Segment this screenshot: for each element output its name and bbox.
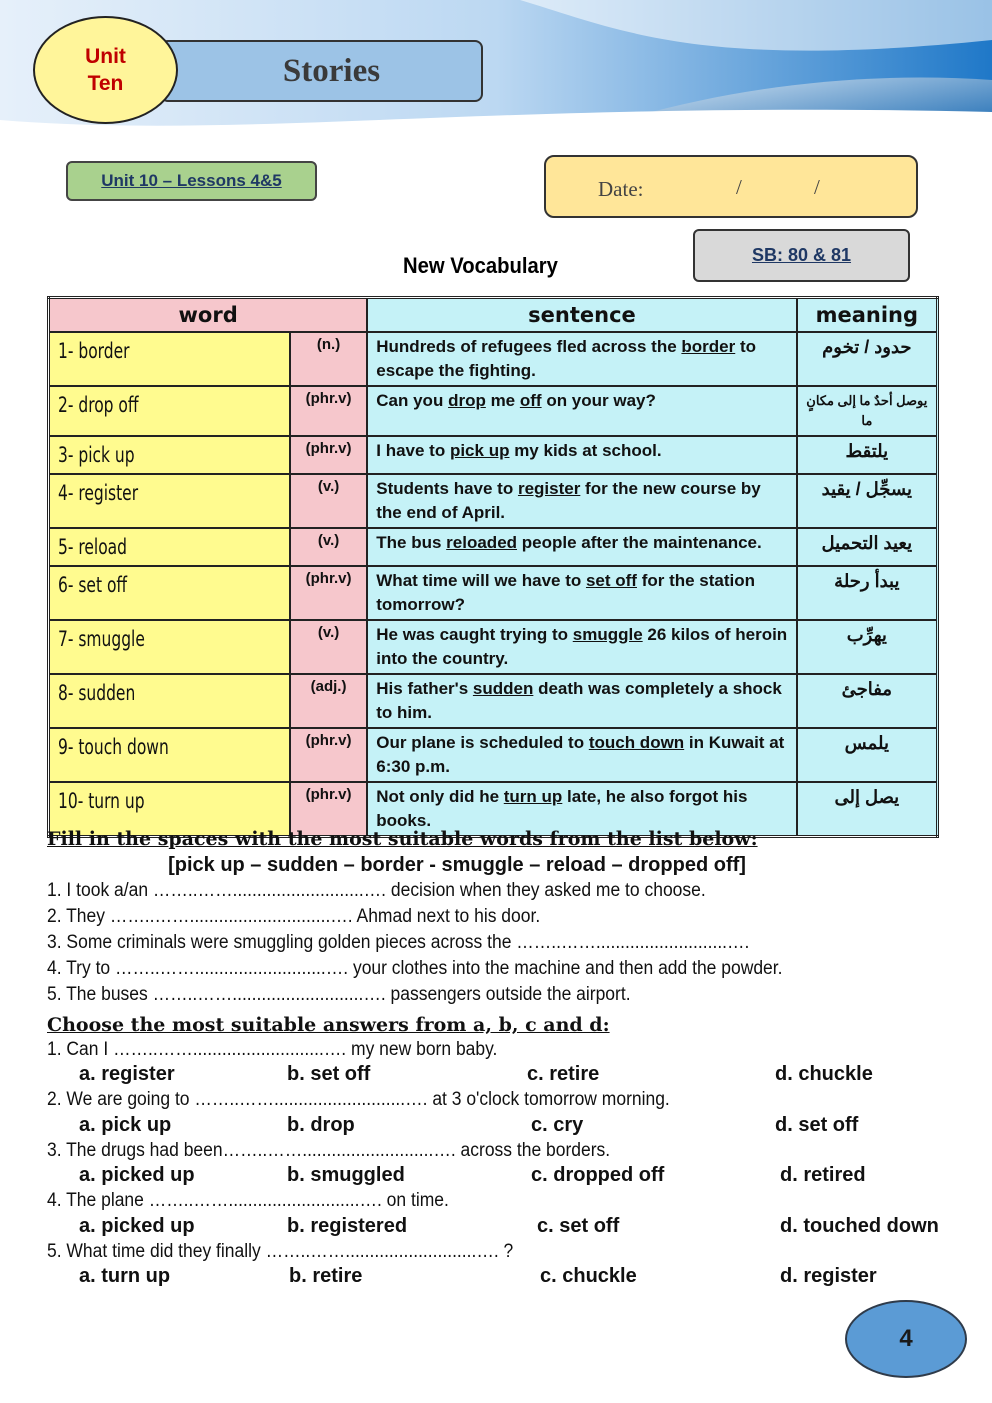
table-row (49, 332, 938, 386)
unit-badge (33, 16, 178, 124)
lesson-label: Unit 10 – Lessons 4&5 (66, 161, 317, 201)
answer-option-b[interactable]: b. set off (287, 1063, 371, 1085)
answer-option-c[interactable]: c. chuckle (540, 1265, 637, 1287)
answer-option-c[interactable]: c. set off (537, 1214, 620, 1237)
date-box (544, 155, 918, 218)
answer-option-d[interactable]: d. chuckle (775, 1063, 873, 1085)
answer-option-b[interactable]: b. retire (289, 1265, 363, 1287)
answer-option-b[interactable]: b. registered (287, 1214, 408, 1237)
answer-options (47, 1062, 947, 1088)
table-row (49, 728, 938, 782)
arabic-meaning: يبدأ رحلة (797, 566, 938, 620)
example-sentence: Can you drop me off on your way? (367, 386, 796, 436)
fill-in-section (47, 826, 947, 1008)
key-word: drop (448, 390, 486, 410)
key-word: set off (585, 570, 637, 590)
vocab-word: 1- border (49, 332, 290, 386)
unit-number: Ten (87, 72, 124, 95)
example-sentence: Hundreds of refugees fled across the border to escape the fighting. (367, 332, 796, 386)
vocab-word: 5- reload (49, 528, 290, 566)
table-row (49, 566, 938, 620)
key-word: register (517, 478, 581, 498)
table-row (49, 386, 938, 436)
answer-option-a[interactable]: a. turn up (79, 1265, 171, 1287)
vocab-word: 7- smuggle (49, 620, 290, 674)
answer-options (47, 1264, 947, 1290)
answer-option-c[interactable]: c. dropped off (531, 1164, 665, 1186)
answer-option-d[interactable]: d. set off (775, 1113, 859, 1136)
part-of-speech: (n.) (290, 332, 367, 386)
vocab-word: 2- drop off (49, 386, 290, 436)
table-row (49, 528, 938, 566)
choose-heading: Choose the most suitable answers from a, b, c and d: (47, 1014, 610, 1036)
header-word: word (49, 298, 368, 332)
header-meaning: meaning (797, 298, 938, 332)
date-label: Date: (598, 177, 644, 201)
choose-section (47, 1013, 947, 1290)
key-word: pick up (449, 440, 510, 460)
table-row (49, 674, 938, 728)
answer-option-c[interactable]: c. retire (527, 1063, 600, 1085)
answer-options (47, 1113, 947, 1139)
table-header-row (49, 298, 938, 332)
table-row (49, 436, 938, 474)
student-book-pages: SB: 80 & 81 (693, 229, 910, 282)
answer-option-a[interactable]: a. picked up (79, 1214, 195, 1237)
answer-options (47, 1163, 947, 1189)
vocab-word: 4- register (49, 474, 290, 528)
arabic-meaning: يلمس (797, 728, 938, 782)
arabic-meaning: يوصل أحدٌ ما إلى مكانٍ ما (797, 386, 938, 436)
key-word: off (519, 390, 542, 410)
example-sentence: Not only did he turn up late, he also forgot his books. (367, 782, 796, 837)
vocab-word: 6- set off (49, 566, 290, 620)
key-word: border (681, 336, 736, 356)
example-sentence: His father's sudden death was completely a shock to him. (367, 674, 796, 728)
fill-in-heading: Fill in the spaces with the most suitable words from the list below: (47, 828, 758, 850)
answer-option-b[interactable]: b. smuggled (287, 1164, 405, 1186)
vocab-word: 3- pick up (49, 436, 290, 474)
question-list (47, 1038, 947, 1291)
page-number: 4 (845, 1300, 967, 1378)
answer-option-a[interactable]: a. pick up (79, 1113, 172, 1136)
key-word: turn up (503, 786, 563, 806)
question-text: 2. We are going to ……..……...........................…. at 3 o'clock tomorrow morning. (47, 1089, 670, 1110)
answer-option-c[interactable]: c. cry (531, 1113, 584, 1136)
question-text: 3. The drugs had been……..……...........................…. across the borders. (47, 1139, 611, 1161)
arabic-meaning: يعيد التحميل (797, 528, 938, 566)
vocabulary-title: New Vocabulary (403, 253, 558, 278)
answer-option-d[interactable]: d. retired (780, 1164, 866, 1186)
vocabulary-table (47, 296, 939, 838)
question-text: 1. Can I ……..……...........................…. my new born baby. (47, 1038, 498, 1060)
header-sentence: sentence (367, 298, 796, 332)
date-separator: / (814, 175, 820, 199)
key-word: sudden (472, 678, 534, 698)
word-list: [pick up – sudden – border - smuggle – reload – dropped off] (168, 854, 746, 876)
answer-option-d[interactable]: d. touched down (780, 1214, 939, 1237)
fill-in-item: 2. They ……..…….............................…. Ahmad next to his door. (47, 906, 541, 927)
example-sentence: Students have to register for the new course by the end of April. (367, 474, 796, 528)
part-of-speech: (phr.v) (290, 436, 367, 474)
arabic-meaning: يسجِّل / يقيد (797, 474, 938, 528)
answer-option-a[interactable]: a. picked up (79, 1164, 195, 1186)
example-sentence: He was caught trying to smuggle 26 kilos of heroin into the country. (367, 620, 796, 674)
key-word: touch down (588, 732, 685, 752)
arabic-meaning: مفاجئ (797, 674, 938, 728)
part-of-speech: (phr.v) (290, 386, 367, 436)
arabic-meaning: يهرِّب (797, 620, 938, 674)
fill-in-item: 4. Try to ……..……...........................…. your clothes into the machine and then add the powder. (47, 958, 783, 979)
arabic-meaning: حدود / تخوم (797, 332, 938, 386)
table-row (49, 620, 938, 674)
unit-label: Unit (85, 45, 126, 68)
part-of-speech: (phr.v) (290, 566, 367, 620)
example-sentence: Our plane is scheduled to touch down in Kuwait at 6:30 p.m. (367, 728, 796, 782)
date-separator: / (736, 175, 742, 199)
key-word: smuggle (572, 624, 643, 644)
fill-in-item: 1. I took a/an ……..……...........................…. decision when they asked me to choose. (47, 880, 706, 901)
table-row (49, 474, 938, 528)
answer-options (47, 1214, 947, 1240)
part-of-speech: (phr.v) (290, 728, 367, 782)
arabic-meaning: يصل إلى (797, 782, 938, 837)
answer-option-a[interactable]: a. register (79, 1063, 175, 1085)
arabic-meaning: يلتقط (797, 436, 938, 474)
part-of-speech: (v.) (290, 620, 367, 674)
vocab-word: 10- turn up (49, 782, 290, 837)
fill-in-item: 5. The buses ……..……...........................…. passengers outside the airport. (47, 984, 631, 1005)
key-word: reloaded (446, 532, 518, 552)
example-sentence: I have to pick up my kids at school. (367, 436, 796, 474)
question-text: 5. What time did they finally ……..……...........................…. ? (47, 1240, 514, 1262)
part-of-speech: (v.) (290, 528, 367, 566)
example-sentence: The bus reloaded people after the maintenance. (367, 528, 796, 566)
vocabulary-rows (49, 332, 938, 837)
example-sentence: What time will we have to set off for the station tomorrow? (367, 566, 796, 620)
vocab-word: 9- touch down (49, 728, 290, 782)
answer-option-d[interactable]: d. register (780, 1265, 877, 1287)
question-text: 4. The plane ……..……...........................…. on time. (47, 1190, 449, 1211)
part-of-speech: (adj.) (290, 674, 367, 728)
fill-in-item: 3. Some criminals were smuggling golden pieces across the ……..……...........................…. (47, 932, 750, 953)
vocab-word: 8- sudden (49, 674, 290, 728)
part-of-speech: (v.) (290, 474, 367, 528)
unit-title: Stories (282, 52, 381, 89)
unit-title-box (160, 40, 483, 102)
part-of-speech: (phr.v) (290, 782, 367, 837)
answer-option-b[interactable]: b. drop (287, 1113, 355, 1136)
